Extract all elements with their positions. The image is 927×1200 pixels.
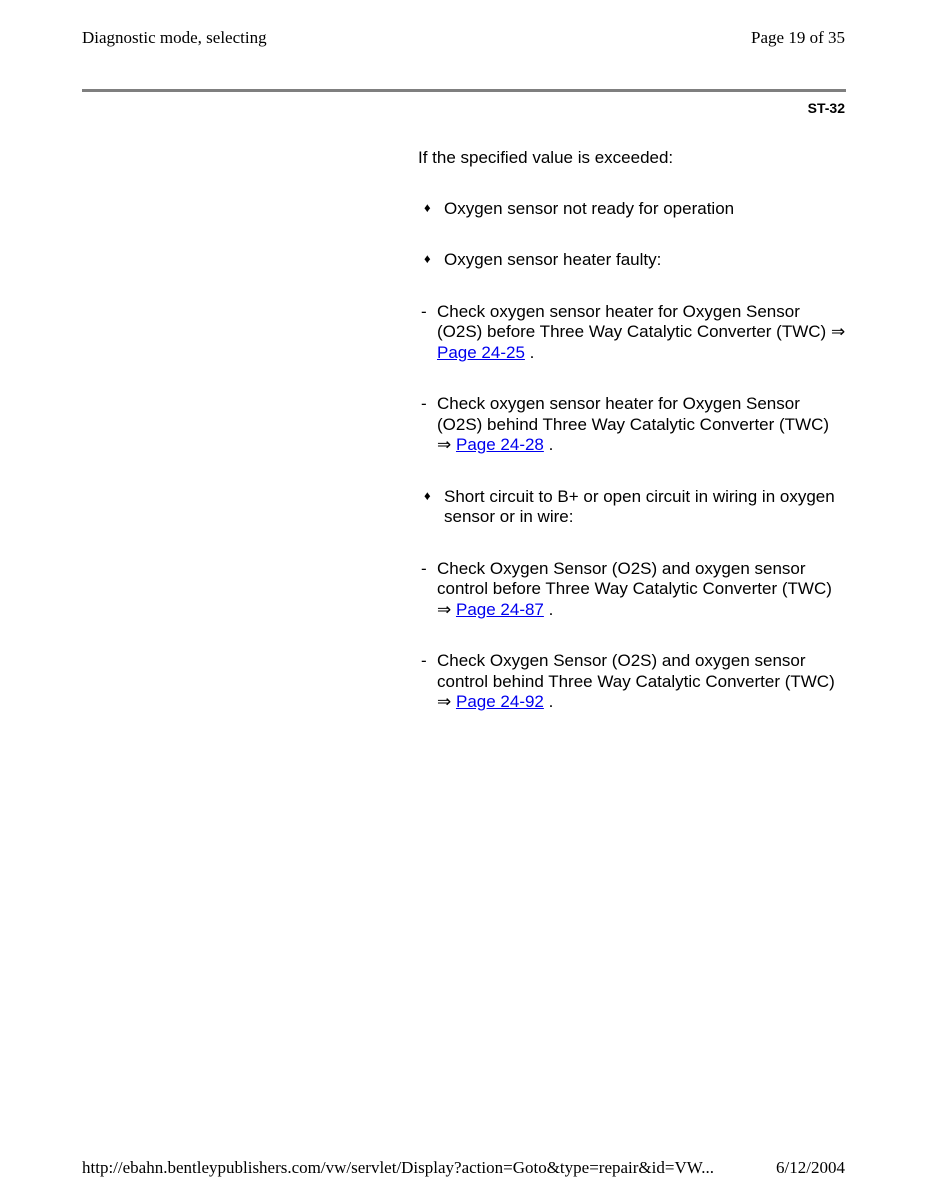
footer-url: http://ebahn.bentleypublishers.com/vw/servlet/Display?action=Goto&type=repair&id=VW... bbox=[82, 1158, 714, 1177]
double-arrow-right-icon: ⇒ bbox=[437, 599, 452, 619]
item-suffix: . bbox=[548, 599, 554, 619]
list-item bbox=[418, 302, 848, 364]
page-indicator: Page 19 of 35 bbox=[751, 28, 845, 47]
dash-marker: - bbox=[421, 301, 427, 321]
item-text: Oxygen sensor heater faulty: bbox=[444, 250, 662, 269]
footer-date: 6/12/2004 bbox=[776, 1158, 845, 1177]
page-link-24-25[interactable]: Page 24-25 bbox=[437, 342, 525, 362]
item-text: Check oxygen sensor heater for Oxygen Sensor (O2S) behind Three Way Catalytic Converter (TWC) bbox=[437, 394, 830, 434]
item-text: Short circuit to B+ or open circuit in wiring in oxygen sensor or in wire: bbox=[444, 486, 835, 526]
list-item bbox=[418, 394, 848, 456]
dash-marker: - bbox=[421, 651, 427, 670]
page-link-24-92[interactable]: Page 24-92 bbox=[455, 692, 544, 711]
intro-text: If the specified value is exceeded: bbox=[418, 148, 674, 167]
item-suffix: . bbox=[548, 692, 554, 711]
double-arrow-right-icon: ⇒ bbox=[437, 435, 452, 454]
double-arrow-right-icon: ⇒ bbox=[830, 322, 846, 341]
diamond-bullet-icon: ♦ bbox=[424, 199, 431, 215]
header-divider bbox=[82, 89, 846, 92]
dash-marker: - bbox=[421, 394, 427, 413]
list-item bbox=[418, 651, 848, 713]
item-suffix: . bbox=[529, 342, 535, 362]
diamond-bullet-icon: ♦ bbox=[424, 487, 431, 503]
list-item bbox=[418, 250, 848, 271]
item-text: Oxygen sensor not ready for operation bbox=[444, 198, 735, 218]
list-item bbox=[418, 199, 848, 220]
diamond-bullet-icon: ♦ bbox=[424, 251, 431, 266]
list-item bbox=[418, 487, 848, 528]
item-text: Check Oxygen Sensor (O2S) and oxygen sensor control behind Three Way Catalytic Converter (TWC) bbox=[437, 651, 835, 691]
dash-marker: - bbox=[421, 558, 427, 578]
item-text: Check Oxygen Sensor (O2S) and oxygen sensor control before Three Way Catalytic Converter (TWC) bbox=[437, 558, 832, 598]
list-item bbox=[418, 559, 848, 621]
item-text: Check oxygen sensor heater for Oxygen Sensor (O2S) before Three Way Catalytic Converter (TWC) bbox=[437, 301, 827, 341]
content-column bbox=[418, 148, 848, 744]
page-header-title: Diagnostic mode, selecting bbox=[82, 28, 267, 47]
item-suffix: . bbox=[548, 435, 554, 454]
page-link-24-28[interactable]: Page 24-28 bbox=[455, 435, 544, 454]
double-arrow-right-icon: ⇒ bbox=[437, 692, 452, 711]
page-link-24-87[interactable]: Page 24-87 bbox=[455, 599, 544, 619]
document-code: ST-32 bbox=[807, 100, 845, 116]
